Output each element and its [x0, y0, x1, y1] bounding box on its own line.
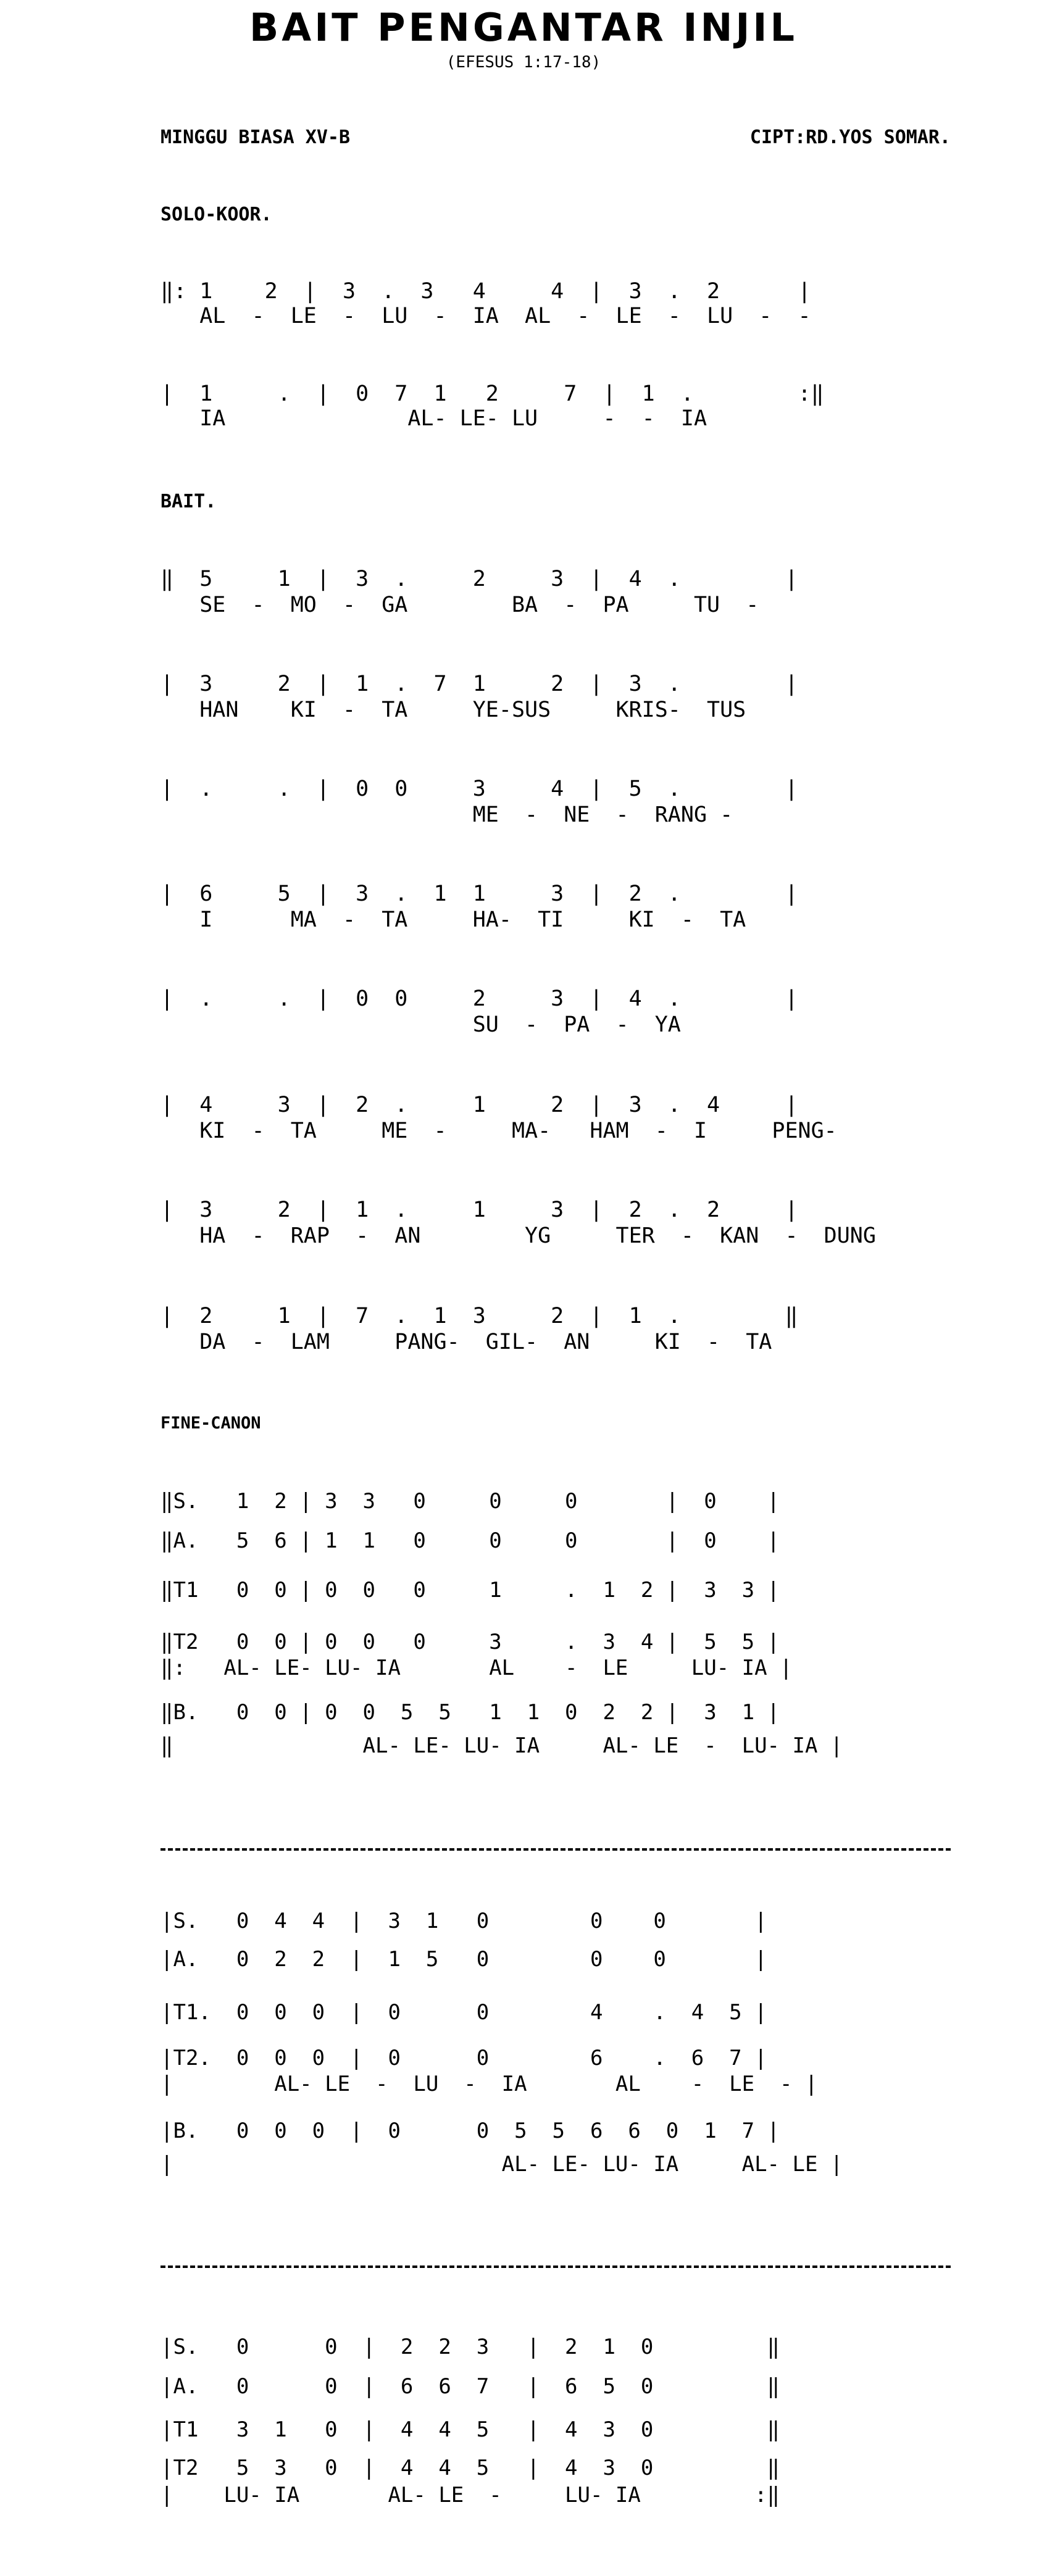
verse-lyrics-1: SE - MO - GA BA - PA TU -	[161, 593, 759, 617]
canon3-alto: |A. 0 0 | 6 6 7 | 6 5 0 ‖	[161, 2374, 780, 2399]
section-divider-1	[161, 1848, 951, 1851]
verse-lyrics-4: I MA - TA HA- TI KI - TA	[161, 907, 746, 932]
canon1-soprano: ‖S. 1 2 | 3 3 0 0 0 | 0 |	[161, 1489, 780, 1514]
verse-notes-5: | . . | 0 0 2 3 | 4 . |	[161, 986, 798, 1011]
canon1-alto: ‖A. 5 6 | 1 1 0 0 0 | 0 |	[161, 1528, 780, 1553]
canon3-tenor1: |T1 3 1 0 | 4 4 5 | 4 3 0 ‖	[161, 2417, 780, 2442]
verse-notes-1: ‖ 5 1 | 3 . 2 3 | 4 . |	[161, 567, 798, 591]
refrain-lyrics-1: AL - LE - LU - IA AL - LE - LU - -	[161, 304, 811, 328]
canon2-alto: |A. 0 2 2 | 1 5 0 0 0 |	[161, 1947, 767, 1972]
verse-lyrics-2: HAN KI - TA YE-SUS KRIS- TUS	[161, 698, 746, 722]
verse-lyrics-5: SU - PA - YA	[161, 1012, 681, 1037]
verse-notes-3: | . . | 0 0 3 4 | 5 . |	[161, 777, 798, 801]
canon3-tenor2: |T2 5 3 0 | 4 4 5 | 4 3 0 ‖	[161, 2456, 780, 2480]
canon1-bass: ‖B. 0 0 | 0 0 5 5 1 1 0 2 2 | 3 1 |	[161, 1700, 780, 1725]
section-fine-canon: FINE-CANON	[161, 1414, 261, 1433]
refrain-lyrics-2: IA AL- LE- LU - - IA	[161, 406, 707, 431]
refrain-notes-2: | 1 . | 0 7 1 2 7 | 1 . :‖	[161, 381, 824, 406]
canon2-lyrics-bass: | AL- LE- LU- IA AL- LE |	[161, 2152, 843, 2177]
canon3-lyrics: | LU- IA AL- LE - LU- IA :‖	[161, 2483, 780, 2507]
canon3-soprano: |S. 0 0 | 2 2 3 | 2 1 0 ‖	[161, 2335, 780, 2359]
canon2-tenor2: |T2. 0 0 0 | 0 0 6 . 6 7 |	[161, 2046, 767, 2070]
verse-notes-2: | 3 2 | 1 . 7 1 2 | 3 . |	[161, 672, 798, 696]
verse-notes-4: | 6 5 | 3 . 1 1 3 | 2 . |	[161, 882, 798, 906]
canon1-lyrics-bass: ‖ AL- LE- LU- IA AL- LE - LU- IA |	[161, 1733, 843, 1758]
canon2-lyrics-upper: | AL- LE - LU - IA AL - LE - |	[161, 2072, 818, 2096]
verse-lyrics-8: DA - LAM PANG- GIL- AN KI - TA	[161, 1330, 772, 1354]
composer-label: CIPT:RD.YOS SOMAR.	[749, 127, 951, 148]
verse-lyrics-7: HA - RAP - AN YG TER - KAN - DUNG	[161, 1223, 876, 1248]
verse-lyrics-6: KI - TA ME - MA- HAM - I PENG-	[161, 1119, 837, 1143]
page-subtitle: (EFESUS 1:17-18)	[446, 53, 601, 72]
refrain-notes-1: ‖: 1 2 | 3 . 3 4 4 | 3 . 2 |	[161, 279, 811, 304]
section-solo-koor: SOLO-KOOR.	[161, 204, 272, 225]
verse-notes-8: | 2 1 | 7 . 1 3 2 | 1 . ‖	[161, 1304, 798, 1328]
section-bait: BAIT.	[161, 491, 217, 512]
page-title: BAIT PENGANTAR INJIL	[249, 5, 798, 50]
canon2-tenor1: |T1. 0 0 0 | 0 0 4 . 4 5 |	[161, 2000, 767, 2025]
canon1-lyrics-upper: ‖: AL- LE- LU- IA AL - LE LU- IA |	[161, 1656, 793, 1680]
section-divider-2	[161, 2265, 951, 2268]
canon1-tenor2: ‖T2 0 0 | 0 0 0 3 . 3 4 | 5 5 |	[161, 1630, 780, 1654]
canon2-bass: |B. 0 0 0 | 0 0 5 5 6 6 0 1 7 |	[161, 2119, 780, 2143]
verse-notes-6: | 4 3 | 2 . 1 2 | 3 . 4 |	[161, 1093, 798, 1117]
verse-lyrics-3: ME - NE - RANG -	[161, 802, 733, 827]
verse-notes-7: | 3 2 | 1 . 1 3 | 2 . 2 |	[161, 1198, 798, 1222]
occasion-label: MINGGU BIASA XV-B	[161, 127, 351, 148]
canon1-tenor1: ‖T1 0 0 | 0 0 0 1 . 1 2 | 3 3 |	[161, 1578, 780, 1603]
canon2-soprano: |S. 0 4 4 | 3 1 0 0 0 |	[161, 1909, 767, 1933]
